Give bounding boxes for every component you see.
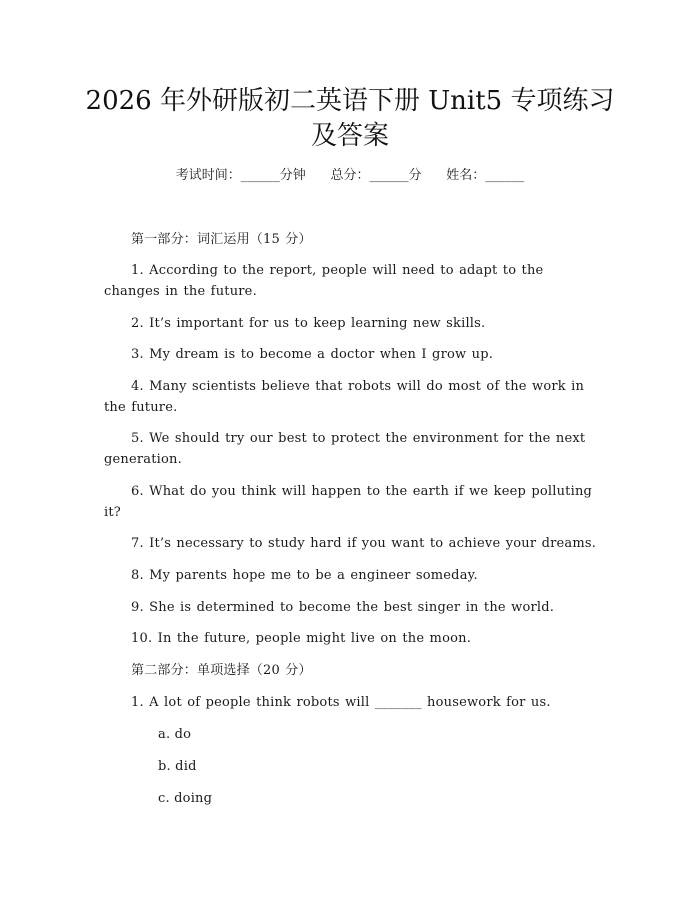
vocab-item-2: 2. It’s important for us to keep learning new skills. xyxy=(131,316,486,331)
document-title-line1: 2026 年外研版初二英语下册 Unit5 专项练习 xyxy=(85,86,615,116)
mc-option-b: b. did xyxy=(158,759,197,774)
vocab-item-10: 10. In the future, people might live on the moon. xyxy=(131,631,472,646)
vocab-item-1: 1. According to the report, people will need to adapt to the changes in the future. xyxy=(104,263,544,299)
vocab-item-3: 3. My dream is to become a doctor when I grow up. xyxy=(131,347,494,362)
vocab-item-4: 4. Many scientists believe that robots will do most of the work in the future. xyxy=(104,379,585,415)
mc-option-a: a. do xyxy=(158,727,192,742)
mc-option-c: c. doing xyxy=(158,791,213,806)
section2-heading: 第二部分：单项选择（20 分） xyxy=(131,663,312,678)
mc-question-1: 1. A lot of people think robots will _______ housework for us. xyxy=(131,695,551,710)
vocab-item-7: 7. It’s necessary to study hard if you want to achieve your dreams. xyxy=(131,536,597,551)
vocab-item-8: 8. My parents hope me to be a engineer someday. xyxy=(131,568,478,583)
section1-heading: 第一部分：词汇运用（15 分） xyxy=(131,232,312,247)
vocab-item-9: 9. She is determined to become the best singer in the world. xyxy=(131,600,555,615)
document-title-line2: 及答案 xyxy=(310,121,389,151)
vocab-item-6: 6. What do you think will happen to the earth if we keep polluting it? xyxy=(104,484,593,520)
exam-info-line: 考试时间：______分钟 总分：______分 姓名：______ xyxy=(175,168,525,183)
vocab-item-5: 5. We should try our best to protect the environment for the next generation. xyxy=(104,431,586,467)
